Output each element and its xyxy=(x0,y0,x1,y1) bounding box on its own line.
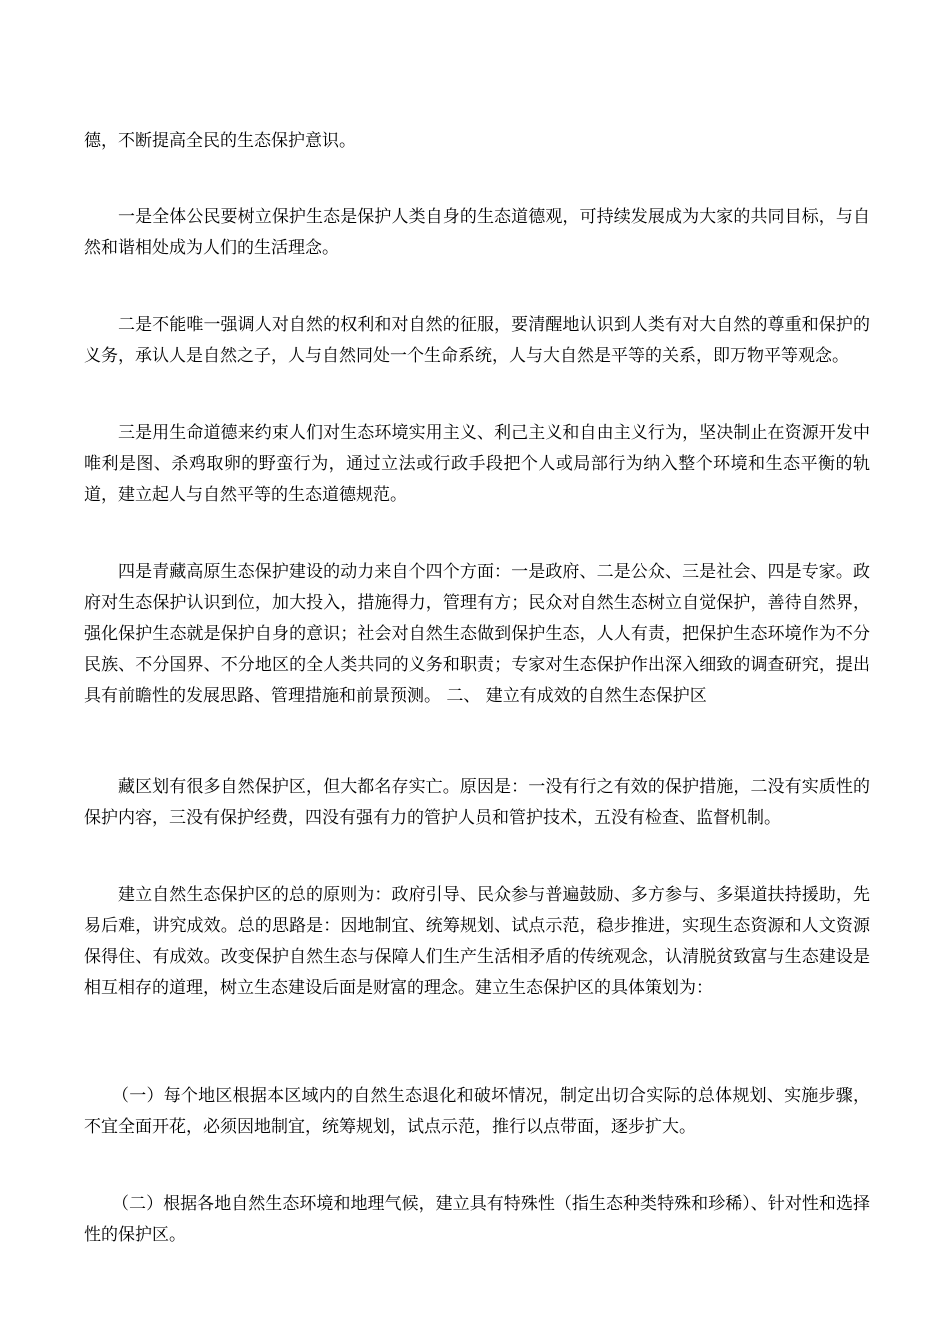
paragraph-item-one: （一）每个地区根据本区域内的自然生态退化和破坏情况，制定出切合实际的总体规划、实施步骤，不宜全面开花，必须因地制宜，统筹规划，试点示范，推行以点带面，逐步扩大。 xyxy=(84,1086,870,1137)
paragraph-point-two: 二是不能唯一强调人对自然的权利和对自然的征服，要清醒地认识到人类有对大自然的尊重和保护的义务，承认人是自然之子，人与自然同处一个生命系统，人与大自然是平等的关系，即万物平等观念。 xyxy=(84,315,870,366)
paragraph-point-three: 三是用生命道德来约束人们对生态环境实用主义、利己主义和自由主义行为，坚决制止在资源开发中唯利是图、杀鸡取卵的野蛮行为，通过立法或行政手段把个人或局部行为纳入整个环境和生态平衡的轨道，建立起人与自然平等的生态道德规范。 xyxy=(84,423,870,505)
paragraph-reserve-principles: 建立自然生态保护区的总的原则为：政府引导、民众参与普遍鼓励、多方参与、多渠道扶持援助，先易后难，讲究成效。总的思路是：因地制宜、统筹规划、试点示范，稳步推进，实现生态资源和人文资源保得住、有成效。改变保护自然生态与保障人们生产生活相矛盾的传统观念，认清脱贫致富与生态建设是相互相存的道理，树立生态建设后面是财富的理念。建立生态保护区的具体策划为： xyxy=(84,885,870,998)
paragraph-continuation: 德，不断提高全民的生态保护意识。 xyxy=(84,131,356,151)
paragraph-point-one: 一是全体公民要树立保护生态是保护人类自身的生态道德观，可持续发展成为大家的共同目标，与自然和谐相处成为人们的生活理念。 xyxy=(84,207,870,258)
paragraph-reserve-problems: 藏区划有很多自然保护区，但大都名存实亡。原因是：一没有行之有效的保护措施，二没有实质性的保护内容，三没有保护经费，四没有强有力的管护人员和管护技术，五没有检查、监督机制。 xyxy=(84,777,870,828)
paragraph-item-two: （二）根据各地自然生态环境和地理气候，建立具有特殊性（指生态种类特殊和珍稀）、针对性和选择性的保护区。 xyxy=(84,1194,870,1245)
paragraph-point-four: 四是青藏高原生态保护建设的动力来自个四个方面：一是政府、二是公众、三是社会、四是专家。政府对生态保护认识到位，加大投入，措施得力，管理有方；民众对自然生态树立自觉保护，善待自然界，强化保护生态就是保护自身的意识；社会对自然生态做到保护生态，人人有责，把保护生态环境作为不分民族、不分国界、不分地区的全人类共同的义务和职责；专家对生态保护作出深入细致的调查研究，提出具有前瞻性的发展思路、管理措施和前景预测。 二、 建立有成效的自然生态保护区 xyxy=(84,562,870,706)
